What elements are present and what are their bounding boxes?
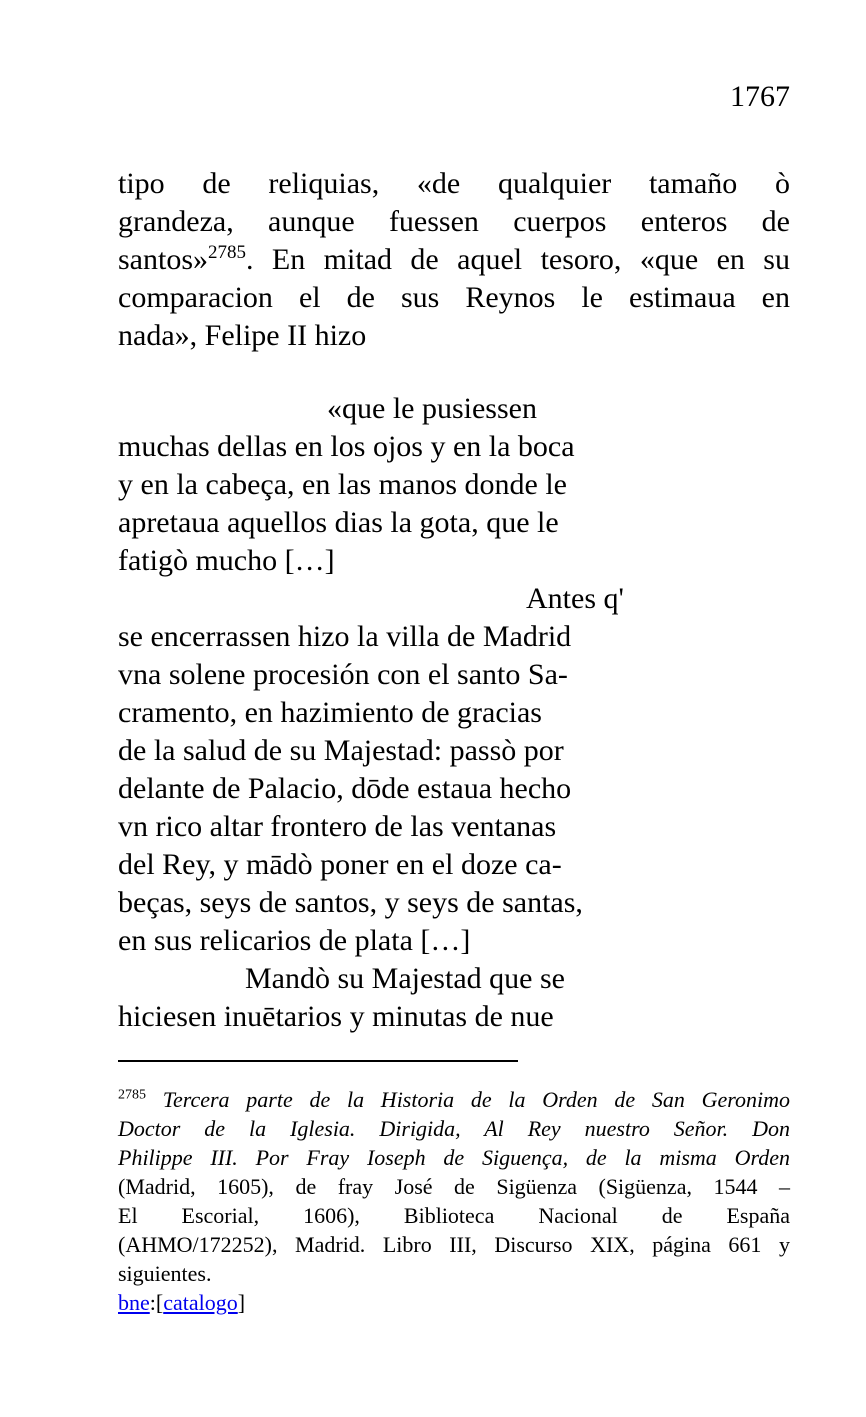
paragraph-line: comparacion el de sus Reynos le estimaua en	[118, 281, 790, 314]
quote-line: en sus relicarios de plata […]	[118, 924, 471, 957]
links-line	[118, 1288, 790, 1317]
page-number: 1767	[730, 80, 790, 113]
bne-link[interactable]: bne	[118, 1290, 150, 1315]
quote-line: apretaua aquellos dias la gota, que le	[118, 506, 559, 539]
paragraph-line-text: santos»	[118, 243, 208, 276]
quote-line: hiciesen inuētarios y minutas de nue	[118, 1000, 554, 1033]
block-quote	[118, 390, 790, 1036]
quote-line: del Rey, y mādò poner en el doze ca-	[118, 848, 562, 881]
paragraph-line	[118, 241, 790, 279]
links-colon: :	[149, 1290, 156, 1315]
footnote-line: Doctor de la Iglesia. Dirigida, Al Rey nuestro Señor. Don	[118, 1116, 790, 1141]
footnote	[118, 1085, 790, 1317]
catalogo-link[interactable]: catalogo	[163, 1290, 238, 1315]
footnote-line: siguientes.	[118, 1261, 212, 1286]
paragraph-line: grandeza, aunque fuessen cuerpos enteros de	[118, 205, 790, 238]
footnote-line-text: Tercera parte de la Historia de la Orden de San Geronimo	[162, 1087, 790, 1112]
footnote-line	[118, 1085, 790, 1114]
footnote-separator	[118, 1060, 518, 1062]
quote-line: «que le pusiessen	[327, 392, 537, 425]
quote-line: vna solene procesión con el santo Sa-	[118, 658, 568, 691]
footnote-line: (AHMO/172252), Madrid. Libro III, Discurso XIX, página 661 y	[118, 1232, 790, 1257]
quote-line: beças, seys de santos, y seys de santas,	[118, 886, 583, 919]
footnote-line: (Madrid, 1605), de fray José de Sigüenza (Sigüenza, 1544 –	[118, 1174, 790, 1199]
quote-line: muchas dellas en los ojos y en la boca	[118, 430, 575, 463]
footnote-line: Philippe III. Por Fray Ioseph de Siguença, de la misma Orden	[118, 1145, 790, 1170]
main-paragraph	[118, 165, 790, 355]
footnote-ref: 2785	[208, 242, 246, 263]
paragraph-line: nada», Felipe II hizo	[118, 319, 367, 352]
quote-line: de la salud de su Majestad: passò por	[118, 734, 564, 767]
links-close-bracket: ]	[237, 1290, 246, 1315]
paragraph-line-text: . En mitad de aquel tesoro, «que en su	[246, 243, 790, 276]
quote-line: vn rico altar frontero de las ventanas	[118, 810, 557, 843]
paragraph-line: tipo de reliquias, «de qualquier tamaño ò	[118, 167, 790, 200]
footnote-marker: 2785	[118, 1087, 146, 1103]
quote-line: delante de Palacio, dōde estaua hecho	[118, 772, 572, 805]
footnote-line: El Escorial, 1606), Biblioteca Nacional de España	[118, 1203, 790, 1228]
quote-line: Mandò su Majestad que se	[245, 962, 565, 995]
quote-line: cramento, en hazimiento de gracias	[118, 696, 542, 729]
quote-line: Antes q'	[526, 582, 624, 615]
quote-line: y en la cabeça, en las manos donde le	[118, 468, 567, 501]
quote-line: se encerrassen hizo la villa de Madrid	[118, 620, 572, 653]
quote-line: fatigò mucho […]	[118, 544, 335, 577]
links-open-bracket: [	[155, 1290, 164, 1315]
